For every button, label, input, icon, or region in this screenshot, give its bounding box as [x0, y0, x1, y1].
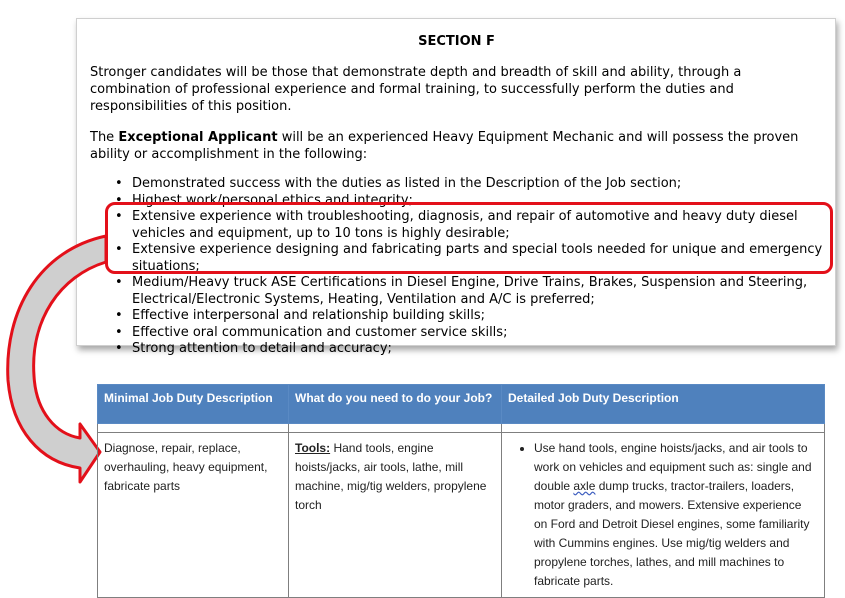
header-need: What do you need to do your Job? — [289, 385, 502, 424]
bullet-icon: • — [115, 324, 123, 340]
bullet-icon: • — [115, 192, 123, 208]
bullet-icon: • — [115, 308, 123, 323]
list-item: • Demonstrated success with the duties as listed in the Description of the Job section; — [115, 176, 682, 191]
bullet-icon: • — [115, 275, 123, 290]
intro-paragraph: Stronger candidates will be those that demonstrate depth and breadth of skill and ability, through a combination of professional experience and formal training, to successfully perform the duties and responsibilities of this position. — [90, 65, 742, 114]
cell-tools — [289, 433, 502, 598]
tools-text: Hand tools, engine hoists/jacks, air tools, lathe, mill machine, mig/tig welders, propylene torch — [295, 441, 487, 512]
table-row — [98, 433, 825, 598]
list-item: • Effective interpersonal and relationship building skills; — [115, 308, 486, 323]
cell-minimal: Diagnose, repair, replace, overhauling, heavy equipment, fabricate parts — [98, 433, 289, 598]
list-item: • Strong attention to detail and accuracy; — [115, 341, 392, 356]
exceptional-prefix: The — [90, 130, 119, 145]
list-item: • Medium/Heavy truck ASE Certifications in Diesel Engine, Drive Trains, Brakes, Suspension and Steering, Electrical/Electronic Systems, Heating, Ventilation and A/C is preferred; — [115, 275, 808, 307]
bullet-icon: • — [115, 242, 123, 257]
list-item: • Use hand tools, engine hoists/jacks, and air tools to work on vehicles and equipment such as: single and double axle dump trucks, tractor-trailers, loaders, motor graders, and mowers. Extensive experience on Ford and Detroit Diesel engines, some familiarity with Cummins engines. Use mig/tig welders and propylene torches, lathes, and mill machines to fabricate parts. — [534, 439, 818, 591]
table-header-row — [98, 385, 825, 424]
list-item: • Extensive experience designing and fabricating parts and special tools needed for unique and emergency situations; — [115, 242, 823, 274]
job-duty-table — [97, 384, 825, 598]
bullet-icon: • — [115, 209, 123, 224]
exceptional-suffix: will be an experienced Heavy Equipment Mechanic and will possess the proven ability or accomplishment in the following: — [90, 130, 799, 162]
bullet-icon: • — [115, 341, 123, 356]
header-minimal: Minimal Job Duty Description — [98, 385, 289, 424]
bullet-icon: • — [115, 176, 123, 191]
section-title: SECTION F — [418, 34, 495, 49]
header-detailed: Detailed Job Duty Description — [502, 385, 825, 424]
list-item: • Highest work/personal ethics and integrity; — [115, 192, 413, 208]
axle-word: axle — [573, 479, 596, 493]
exceptional-bold: Exceptional Applicant — [118, 130, 278, 145]
list-item: • Extensive experience with troubleshooting, diagnosis, and repair of automotive and heavy duty diesel vehicles and equipment, up to 10 tons is highly desirable; — [115, 209, 798, 241]
tools-label: Tools: — [295, 441, 331, 455]
cell-detailed — [502, 433, 825, 598]
list-item: • Effective oral communication and customer service skills; — [115, 324, 508, 340]
